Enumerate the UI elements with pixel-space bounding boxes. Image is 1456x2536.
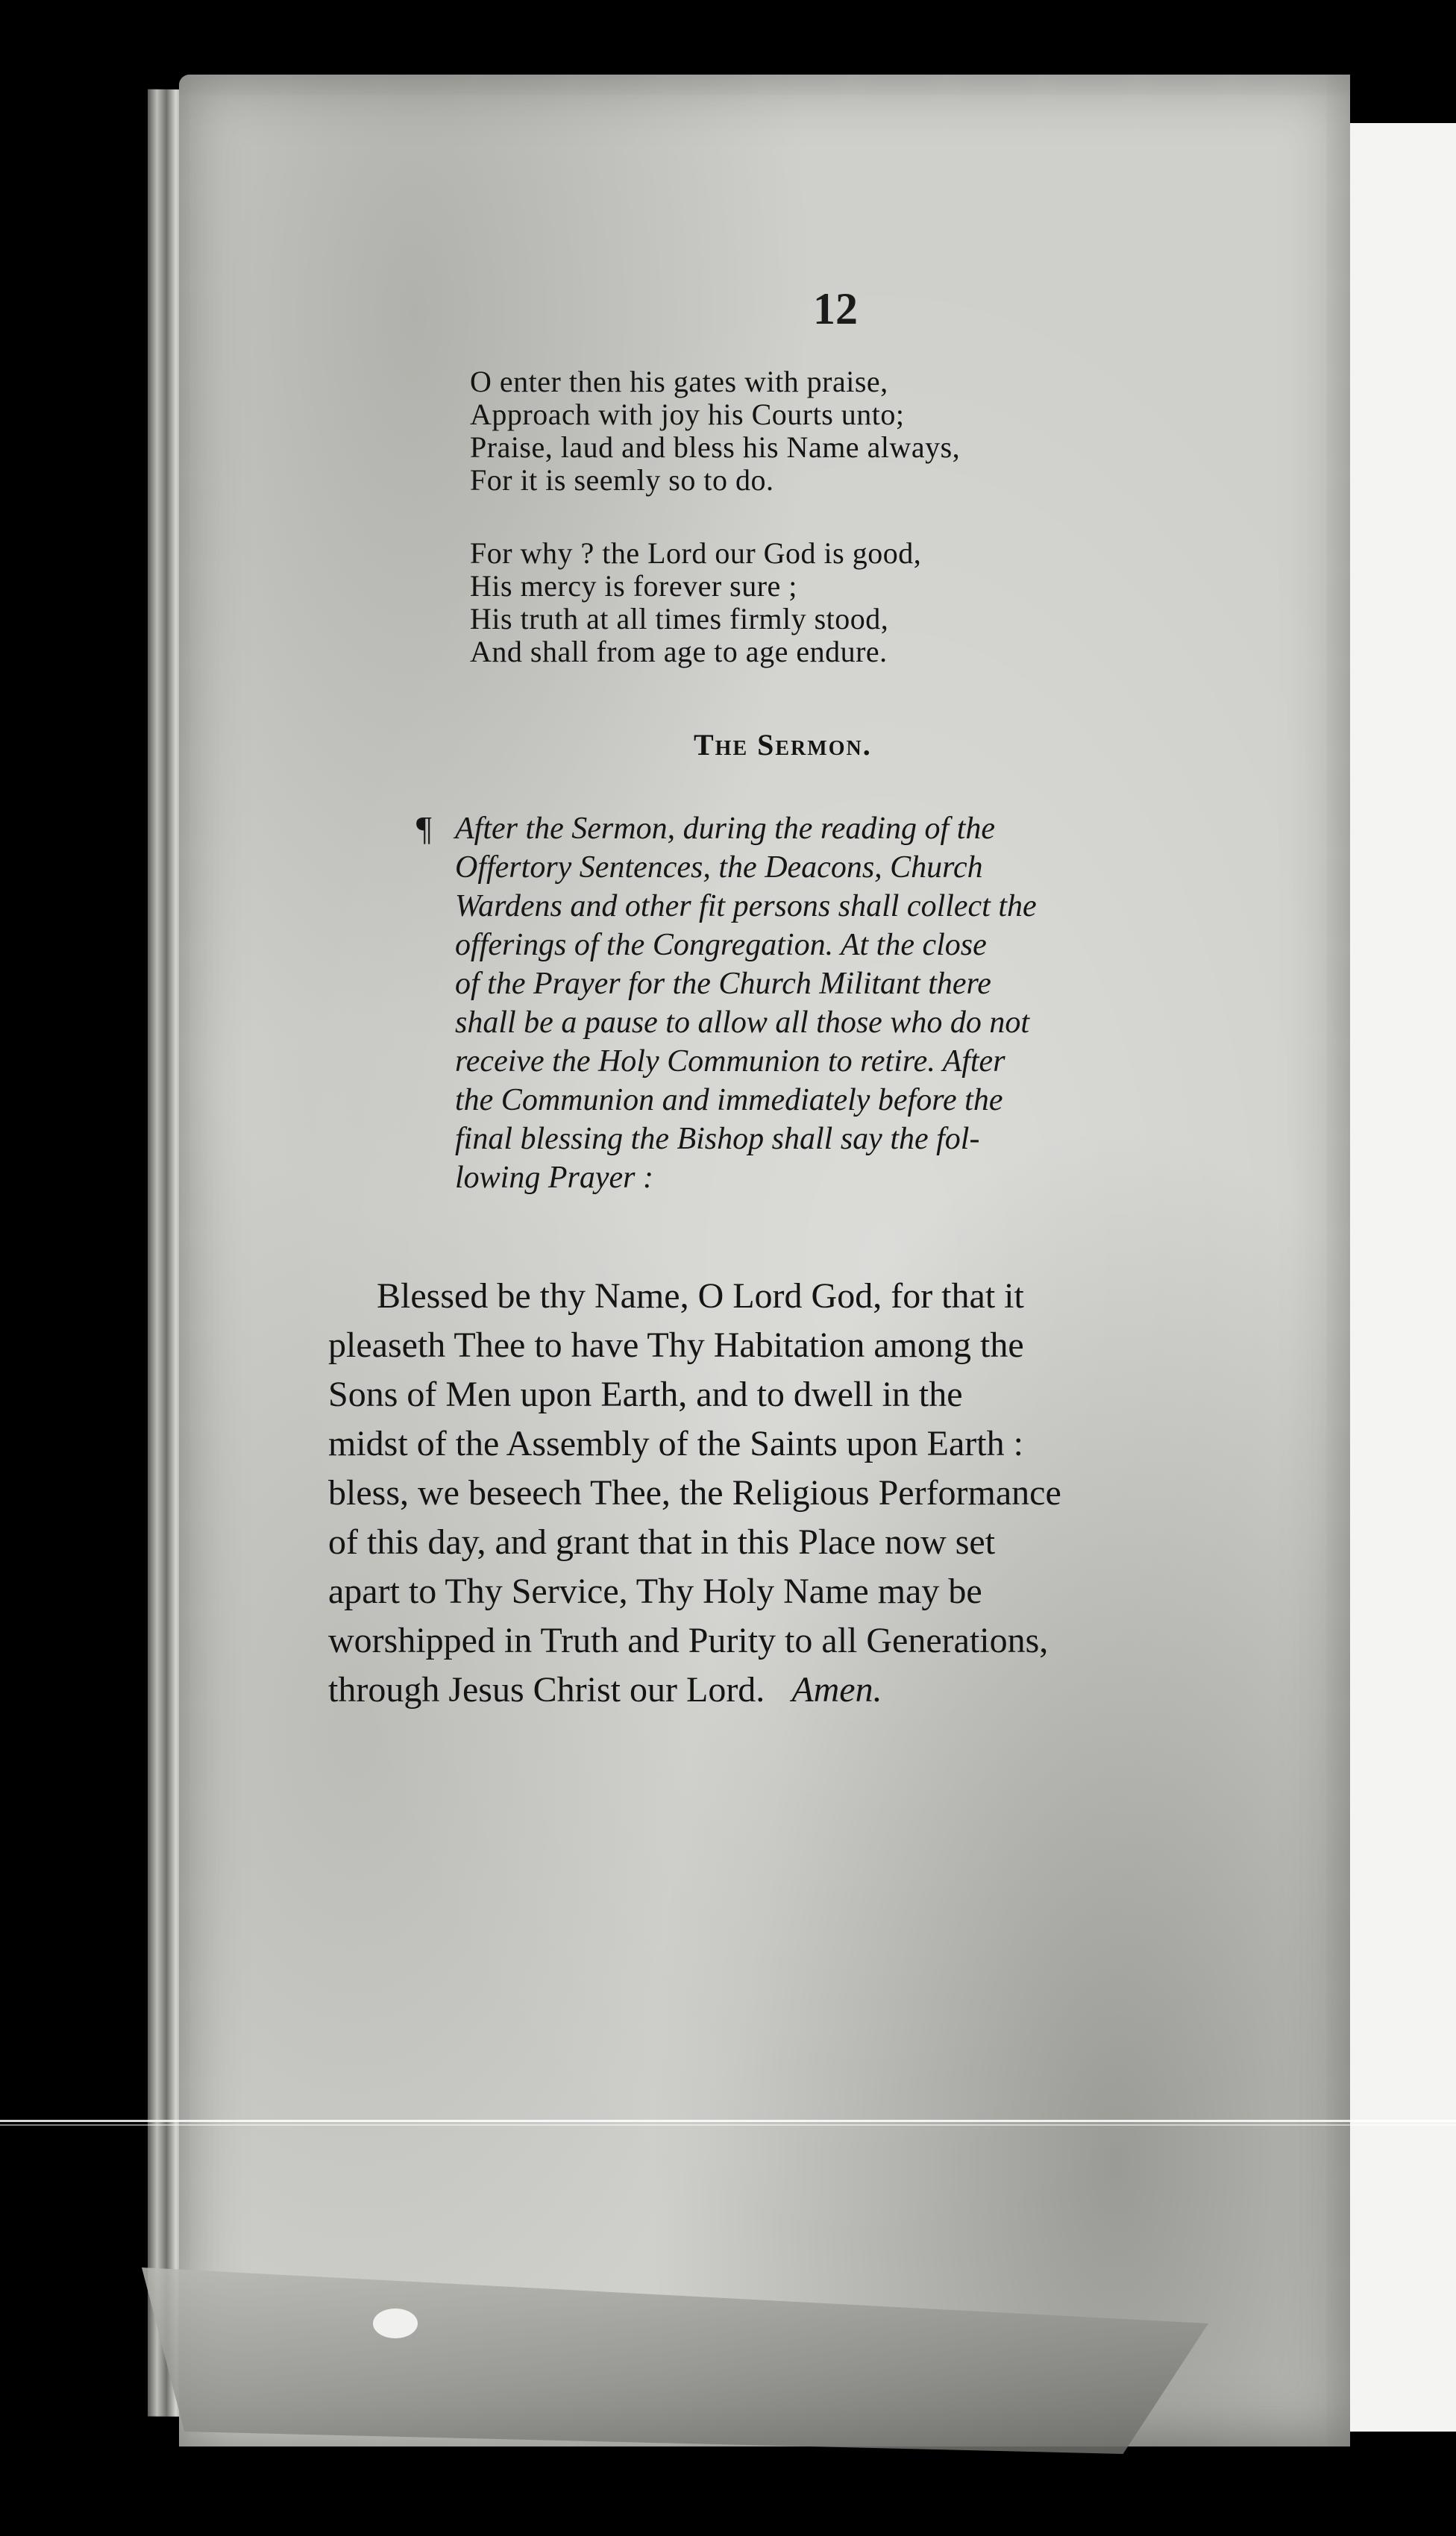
scan-artifact-line bbox=[0, 2124, 1456, 2126]
verse-line: O enter then his gates with praise, bbox=[470, 365, 888, 398]
verse-line: For why ? the Lord our God is good, bbox=[470, 536, 922, 570]
verse-line: And shall from age to age endure. bbox=[470, 635, 888, 668]
verse-line: Praise, laud and bless his Name always, bbox=[470, 430, 961, 464]
prayer-closing-text: through Jesus Christ our Lord. bbox=[328, 1670, 765, 1710]
rubric-line: Wardens and other fit persons shall collect the bbox=[455, 889, 1037, 923]
verse-line: Approach with joy his Courts unto; bbox=[470, 398, 905, 431]
rubric-line: offerings of the Congregation. At the close bbox=[455, 928, 987, 962]
rubric-instruction bbox=[416, 809, 1275, 1197]
rubric-line: final blessing the Bishop shall say the fol- bbox=[455, 1122, 980, 1156]
verse-line: For it is seemly so to do. bbox=[470, 463, 774, 497]
scan-artifact-line bbox=[0, 2120, 1456, 2122]
pilcrow-icon: ¶ bbox=[416, 809, 432, 847]
rubric-line: receive the Holy Communion to retire. After bbox=[455, 1044, 1005, 1079]
rubric-line: of the Prayer for the Church Militant there bbox=[455, 967, 991, 1001]
dedication-prayer bbox=[328, 1272, 1257, 1715]
rubric-line: lowing Prayer : bbox=[455, 1161, 653, 1195]
sermon-heading: The Sermon. bbox=[694, 728, 872, 762]
prayer-line: apart to Thy Service, Thy Holy Name may be bbox=[328, 1572, 982, 1611]
page-number: 12 bbox=[813, 284, 858, 333]
rubric-line: After the Sermon, during the reading of the bbox=[455, 812, 996, 846]
rubric-line: shall be a pause to allow all those who do not bbox=[455, 1005, 1030, 1040]
rubric-line: the Communion and immediately before the bbox=[455, 1083, 1003, 1117]
amen-text: Amen. bbox=[791, 1670, 882, 1710]
hymn-verse-1 bbox=[470, 365, 960, 497]
prayer-line: midst of the Assembly of the Saints upon Earth : bbox=[328, 1424, 1023, 1463]
prayer-line-last bbox=[328, 1666, 1257, 1715]
verse-line: His truth at all times firmly stood, bbox=[470, 602, 889, 635]
rubric-line: Offertory Sentences, the Deacons, Church bbox=[455, 850, 983, 885]
prayer-line: bless, we beseech Thee, the Religious Performance bbox=[328, 1473, 1061, 1513]
hymn-verse-2 bbox=[470, 537, 921, 668]
prayer-line: pleaseth Thee to have Thy Habitation among the bbox=[328, 1325, 1024, 1365]
prayer-line: worshipped in Truth and Purity to all Generations, bbox=[328, 1621, 1049, 1660]
prayer-line: of this day, and grant that in this Place now set bbox=[328, 1522, 996, 1562]
paper-blot bbox=[373, 2309, 418, 2338]
prayer-line: Blessed be thy Name, O Lord God, for that it bbox=[377, 1276, 1024, 1316]
verse-line: His mercy is forever sure ; bbox=[470, 569, 797, 603]
prayer-line: Sons of Men upon Earth, and to dwell in the bbox=[328, 1375, 963, 1414]
